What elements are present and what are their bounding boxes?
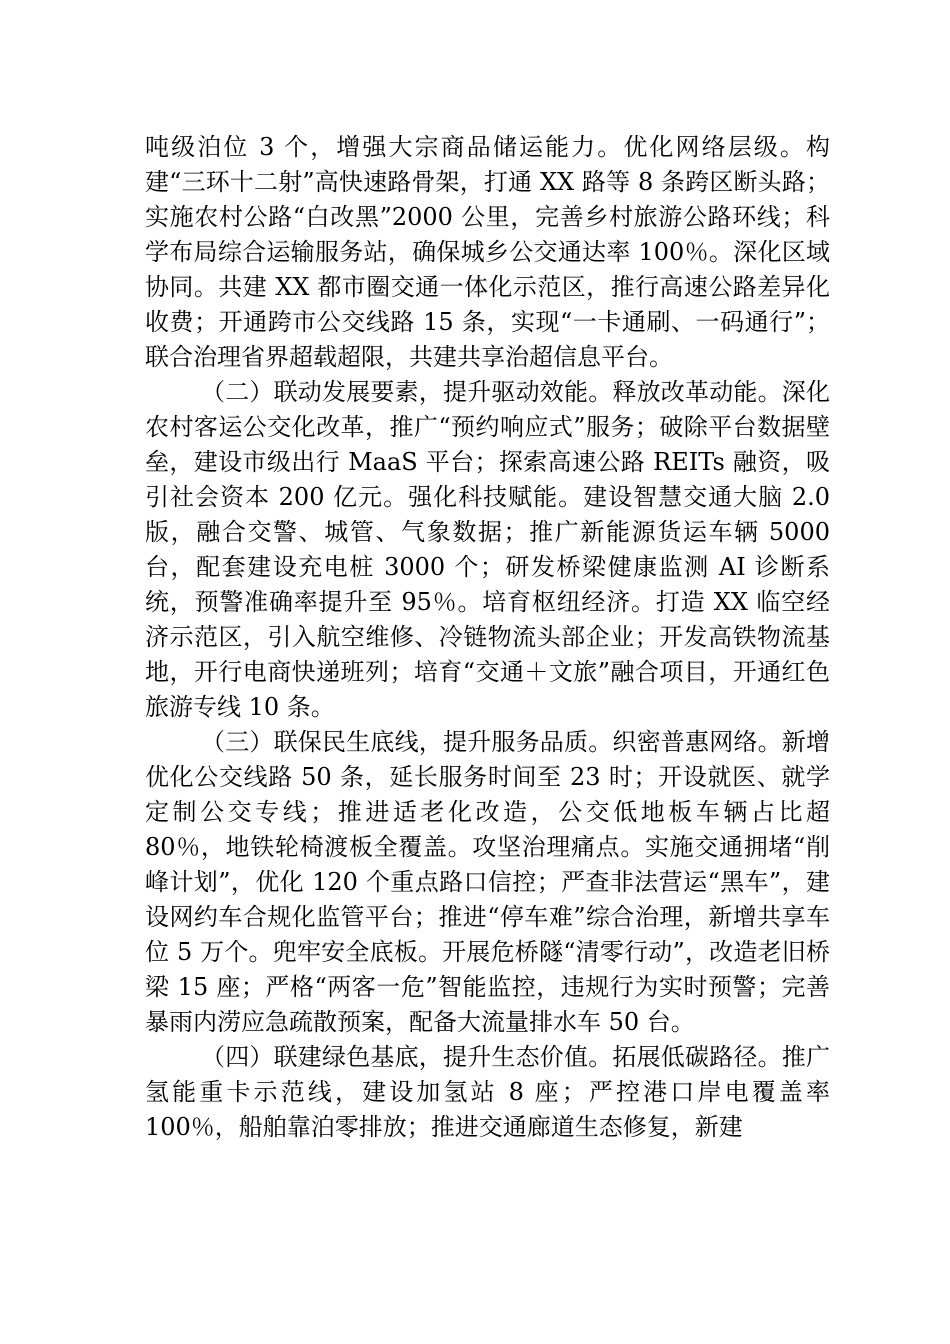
document-body	[145, 130, 830, 1145]
paragraph-section-4: （四）联建绿色基底，提升生态价值。拓展低碳路径。推广氢能重卡示范线，建设加氢站 8 座；严控港口岸电覆盖率 100％，船舶靠泊零排放；推进交通廊道生态修复，新建	[145, 1043, 830, 1141]
paragraph-continuation: 吨级泊位 3 个，增强大宗商品储运能力。优化网络层级。构建“三环十二射”高快速路骨架，打通 XX 路等 8 条跨区断头路；实施农村公路“白改黑”2000 公里，完善乡村旅游公路环线；科学布局综合运输服务站，确保城乡公交通达率 100％。深化区域协同。共建 XX 都市圈交通一体化示范区，推行高速公路差异化收费；开通跨市公交线路 15 条，实现“一卡通刷、一码通行”；联合治理省界超载超限，共建共享治超信息平台。	[145, 133, 830, 371]
paragraph-section-3: （三）联保民生底线，提升服务品质。织密普惠网络。新增优化公交线路 50 条，延长服务时间至 23 时；开设就医、就学定制公交专线；推进适老化改造，公交低地板车辆占比超 80％，地铁轮椅渡板全覆盖。攻坚治理痛点。实施交通拥堵“削峰计划”，优化 120 个重点路口信控；严查非法营运“黑车”，建设网约车合规化监管平台；推进“停车难”综合治理，新增共享车位 5 万个。兜牢安全底板。开展危桥隧“清零行动”，改造老旧桥梁 15 座；严格“两客一危”智能监控，违规行为实时预警；完善暴雨内涝应急疏散预案，配备大流量排水车 50 台。	[145, 728, 830, 1036]
paragraph-section-2: （二）联动发展要素，提升驱动效能。释放改革动能。深化农村客运公交化改革，推广“预约响应式”服务；破除平台数据壁垒，建设市级出行 MaaS 平台；探索高速公路 REITs 融资，吸引社会资本 200 亿元。强化科技赋能。建设智慧交通大脑 2.0 版，融合交警、城管、气象数据；推广新能源货运车辆 5000 台，配套建设充电桩 3000 个；研发桥梁健康监测 AI 诊断系统，预警准确率提升至 95％。培育枢纽经济。打造 XX 临空经济示范区，引入航空维修、冷链物流头部企业；开发高铁物流基地，开行电商快递班列；培育“交通＋文旅”融合项目，开通红色旅游专线 10 条。	[145, 378, 830, 721]
